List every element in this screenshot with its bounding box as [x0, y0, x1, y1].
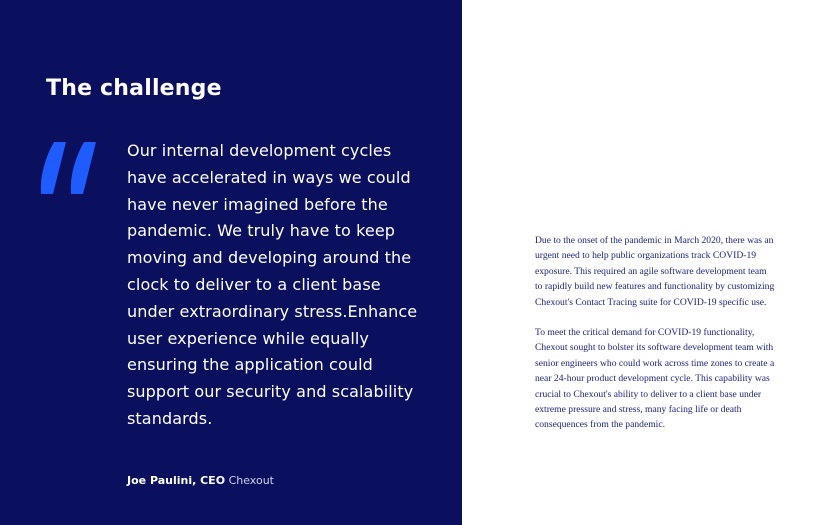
- section-heading: The challenge: [46, 76, 222, 101]
- body-paragraph-2: To meet the critical demand for COVID-19 functionality, Chexout sought to bolster its software development team with senior engineers who could work across time zones to create a near 24-hour product development cycle. This capability was crucial to Chexout's ability to deliver to a client base under extreme pressure and stress, many facing life or death consequences from the pandemic.: [535, 327, 775, 431]
- quote-author: Joe Paulini, CEO: [127, 474, 226, 487]
- quote-company: Chexout: [228, 474, 274, 487]
- quote-attribution: [127, 474, 274, 488]
- challenge-description: [535, 233, 775, 433]
- body-paragraph-1: Due to the onset of the pandemic in March 2020, there was an urgent need to help public organizations track COVID-19 exposure. This required an agile software development team to rapidly build new features and functionality by customizing Chexout's Contact Tracing suite for COVID-19 specific use.: [535, 235, 775, 308]
- quote-mark-icon: [38, 140, 100, 196]
- pull-quote: Our internal development cycles have accelerated in ways we could have never imagined before the pandemic. We truly have to keep moving and developing around the clock to deliver to a client base under extraordinary stress.Enhance user experience while equally ensuring the application could support our security and scalability standards.: [127, 141, 418, 428]
